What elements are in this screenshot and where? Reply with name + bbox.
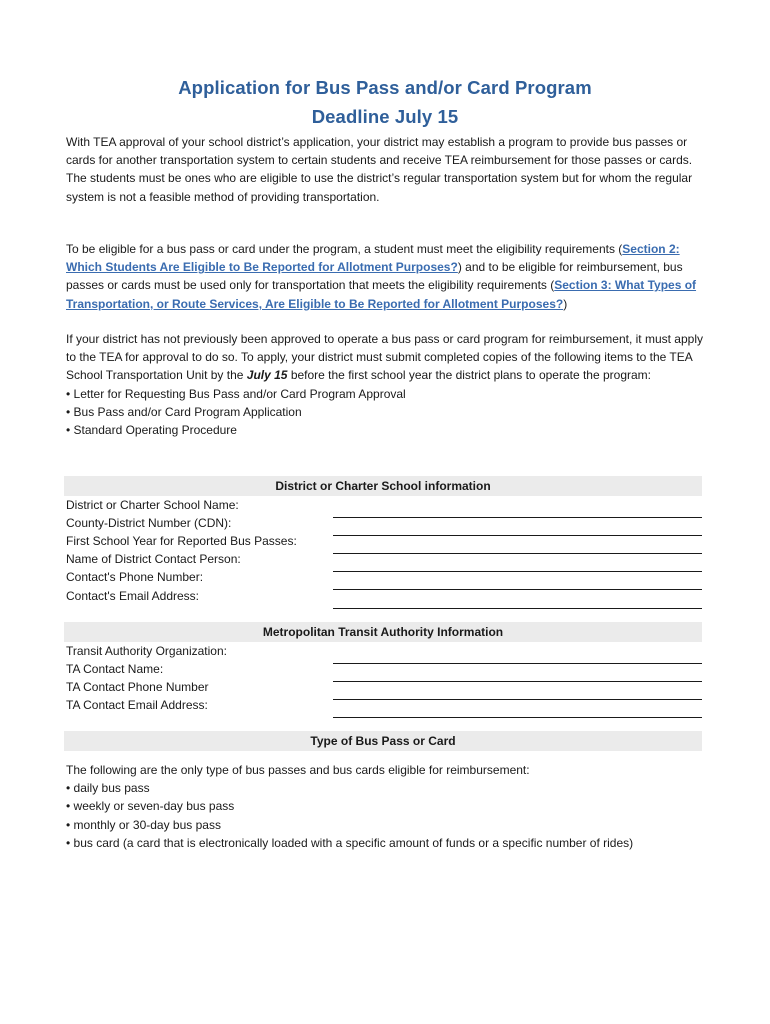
type-section-heading: Type of Bus Pass or Card bbox=[64, 731, 702, 751]
field-label: Name of District Contact Person: bbox=[66, 552, 241, 566]
eligibility-text-2: ) and to be eligible for reimbursement, bus passes or cards must be used only for transportation that meets the eligibility requirements ( bbox=[66, 260, 683, 293]
document-deadline: Deadline July 15 bbox=[311, 106, 459, 127]
field-label: TA Contact Name: bbox=[66, 662, 164, 676]
field-label: Contact's Phone Number: bbox=[66, 570, 204, 584]
ta-contact-email-row bbox=[66, 696, 702, 714]
pass-type-list bbox=[66, 779, 706, 852]
field-label: County-District Number (CDN): bbox=[66, 516, 232, 530]
eligibility-text-3: ) bbox=[563, 296, 568, 311]
list-item: • Bus Pass and/or Card Program Application bbox=[66, 404, 302, 419]
contact-email-row bbox=[66, 587, 702, 605]
approval-paragraph bbox=[66, 330, 706, 439]
type-intro: The following are the only type of bus passes and bus cards eligible for reimbursement: bbox=[66, 763, 530, 777]
field-label: TA Contact Phone Number bbox=[66, 680, 209, 694]
district-name-row bbox=[66, 496, 702, 514]
list-item: • weekly or seven-day bus pass bbox=[66, 799, 235, 814]
document-title: Application for Bus Pass and/or Card Program bbox=[178, 77, 592, 98]
contact-phone-row bbox=[66, 568, 702, 586]
intro-text: With TEA approval of your school district’s application, your district may establish a program to provide bus passes or cards for another transportation system to certain students and receive TEA reimbursement for those passes or cards. The students must be ones who are eligible to use the district’s regular transportation system but for whom the regular system is not a feasible method of providing transportation. bbox=[66, 135, 693, 204]
list-item: • daily bus pass bbox=[66, 781, 150, 796]
ta-contact-phone-row bbox=[66, 678, 702, 696]
intro-paragraph bbox=[66, 133, 706, 206]
field-label: District or Charter School Name: bbox=[66, 498, 239, 512]
ta-contact-email-field[interactable] bbox=[333, 717, 702, 718]
contact-person-row bbox=[66, 550, 702, 568]
list-item: • Letter for Requesting Bus Pass and/or Card Program Approval bbox=[66, 386, 406, 401]
contact-email-field[interactable] bbox=[333, 608, 702, 609]
list-item: • bus card (a card that is electronically loaded with a specific amount of funds or a specific number of rides) bbox=[66, 835, 634, 850]
field-label: First School Year for Reported Bus Passes: bbox=[66, 534, 297, 548]
field-label: Contact's Email Address: bbox=[66, 589, 200, 603]
approval-deadline: July 15 bbox=[246, 368, 288, 383]
transit-org-row bbox=[66, 642, 702, 660]
ta-contact-name-row bbox=[66, 660, 702, 678]
first-school-year-row bbox=[66, 532, 702, 550]
transit-section-heading: Metropolitan Transit Authority Information bbox=[64, 622, 702, 642]
district-section-heading: District or Charter School information bbox=[64, 476, 702, 496]
section-3-link[interactable]: Section 3: What Types of Transportation, or Route Services, Are Eligible to Be Reported for Allotment Purposes? bbox=[66, 278, 697, 311]
required-items-list bbox=[66, 385, 706, 440]
list-item: • monthly or 30-day bus pass bbox=[66, 817, 221, 832]
field-label: TA Contact Email Address: bbox=[66, 698, 208, 712]
approval-text-2: before the first school year the district plans to operate the program: bbox=[287, 368, 652, 383]
section-2-link[interactable]: Section 2: Which Students Are Eligible to Be Reported for Allotment Purposes? bbox=[66, 242, 680, 275]
eligibility-text-1: To be eligible for a bus pass or card under the program, a student must meet the eligibility requirements ( bbox=[66, 242, 623, 256]
type-section-body bbox=[66, 761, 706, 852]
list-item: • Standard Operating Procedure bbox=[66, 423, 237, 438]
field-label: Transit Authority Organization: bbox=[66, 644, 227, 658]
approval-text-1: If your district has not previously been approved to operate a bus pass or card program for reimbursement, it must apply to the TEA for approval to do so. To apply, your district must submit completed copies of the following items to the TEA School Transportation Unit by the bbox=[66, 332, 703, 383]
eligibility-paragraph bbox=[66, 240, 706, 313]
cdn-row bbox=[66, 514, 702, 532]
